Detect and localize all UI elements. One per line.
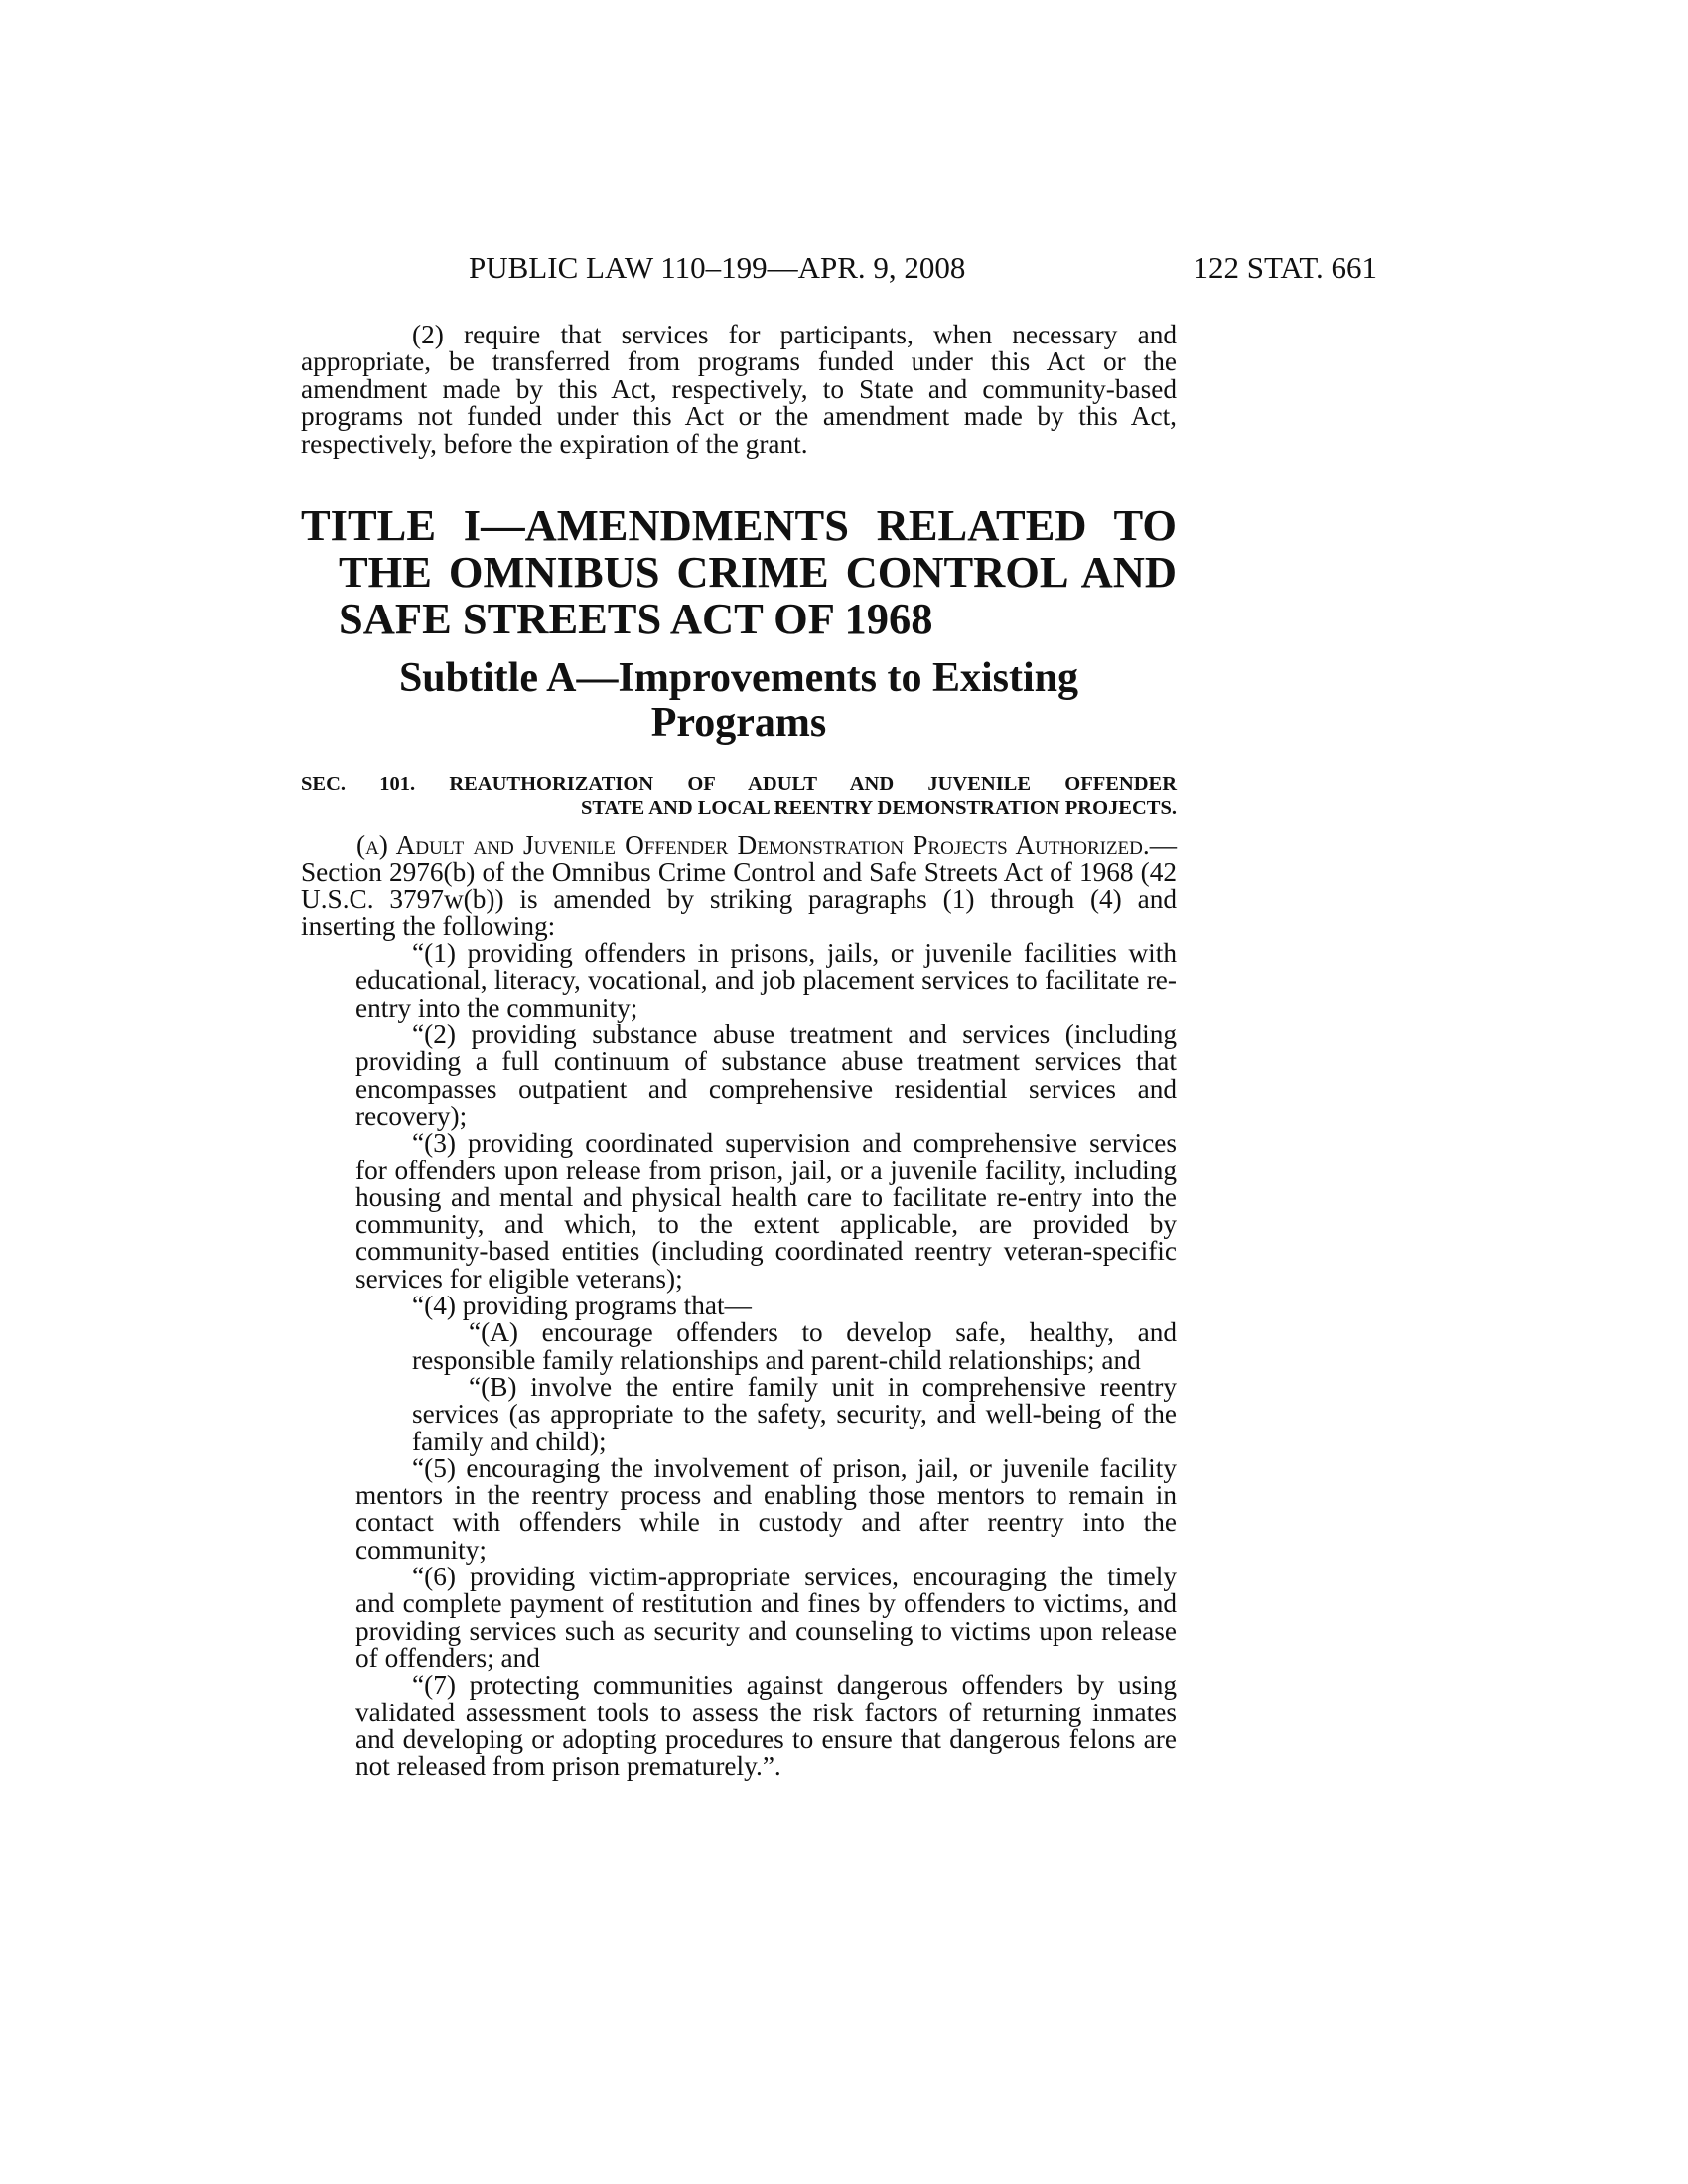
carryover-paragraph: (2) require that services for participants, when necessary and appropriate, be transferred from programs funded under this Act or the amendment made by this Act, respectively, to State and community-based programs not funded under this Act or the amendment made by this Act, respectively, before the expiration of the grant.	[301, 320, 1177, 459]
quoted-paragraph-3: “(3) providing coordinated supervision and comprehensive services for offenders upon release from prison, jail, or a juvenile facility, including housing and mental and physical health care to facilitate re-entry into the community, and which, to the extent applicable, are provided by community-based entities (including coordinated reentry veteran-specific services for eligible veterans);	[355, 1128, 1177, 1294]
carryover-paragraph-block	[301, 322, 1177, 458]
quoted-paragraph-7: “(7) protecting communities against dangerous offenders by using validated assessment tools to assess the risk factors of returning inmates and developing or adopting procedures to ensure that dangerous felons are not released from prison prematurely.”.	[355, 1670, 1177, 1782]
title-heading	[301, 502, 1177, 642]
section-heading-line-1: SEC. 101. REAUTHORIZATION OF ADULT AND JUVENILE OFFENDER	[301, 773, 1177, 795]
subsection-a-text: —Section 2976(b) of the Omnibus Crime Control and Safe Streets Act of 1968 (42 U.S.C. 3797w(b)) is amended by striking paragraphs (1) through (4) and inserting the following:	[301, 830, 1177, 941]
quoted-paragraph-4: “(4) providing programs that—	[412, 1291, 752, 1321]
subsection-a	[301, 832, 1177, 940]
title-line-1: TITLE I—AMENDMENTS RELATED TO	[301, 500, 1177, 550]
quoted-paragraph-6: “(6) providing victim-appropriate services, encouraging the timely and complete payment of restitution and fines by offenders to victims, and providing services such as security and counseling to victims upon release of offenders; and	[355, 1562, 1177, 1673]
subtitle-line-2: Programs	[650, 700, 827, 746]
running-head: PUBLIC LAW 110–199—APR. 9, 2008	[469, 250, 966, 285]
section-body	[301, 832, 1177, 1780]
quoted-paragraph-5: “(5) encouraging the involvement of prison, jail, or juvenile facility mentors in the reentry process and enabling those mentors to remain in contact with offenders while in custody and after reentry into the community;	[355, 1452, 1177, 1565]
subtitle-heading	[301, 656, 1177, 746]
title-line-2: THE OMNIBUS CRIME CONTROL AND	[339, 547, 1177, 597]
subsection-a-heading: (a) Adult and Juvenile Offender Demonstration Projects Authorized.	[356, 830, 1150, 860]
section-heading-line-2: STATE AND LOCAL REENTRY DEMONSTRATION PROJECTS.	[581, 797, 1177, 819]
quoted-subparagraph-b: “(B) involve the entire family unit in comprehensive reentry services (as appropriate to the safety, security, and well-being of the family and child);	[412, 1371, 1177, 1456]
quoted-subparagraph-a: “(A) encourage offenders to develop safe, healthy, and responsible family relationships and parent-child relationships; and	[412, 1317, 1177, 1375]
subtitle-line-1: Subtitle A—Improvements to Existing	[398, 655, 1079, 701]
stat-page-number: 122 STAT. 661	[1193, 250, 1377, 285]
title-line-3: SAFE STREETS ACT OF 1968	[339, 594, 933, 643]
section-heading	[301, 772, 1177, 820]
quoted-paragraph-1: “(1) providing offenders in prisons, jails, or juvenile facilities with educational, literacy, vocational, and job placement services to facilitate re-entry into the community;	[355, 938, 1177, 1023]
page-header	[298, 245, 1377, 291]
quoted-paragraph-2: “(2) providing substance abuse treatment and services (including providing a full continuum of substance abuse treatment services that encompasses outpatient and comprehensive residential services and recovery);	[355, 1020, 1177, 1131]
